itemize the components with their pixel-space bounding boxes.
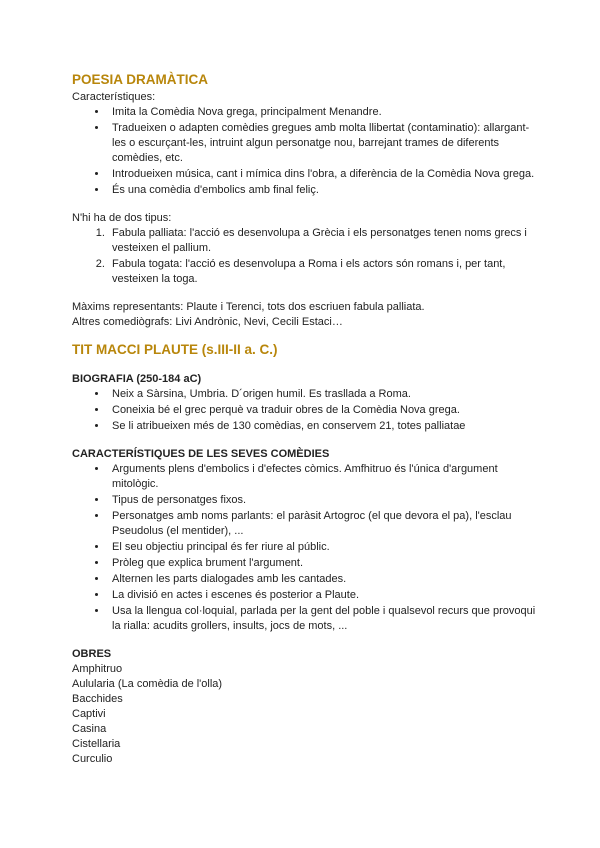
other-authors: Altres comediògrafs: Livi Andrònic, Nevi, Cecili Estaci… (72, 316, 343, 328)
list-item: • Se li atribueixen més de 130 comèdias, en conservem 21, totes palliatae (108, 419, 542, 434)
works-heading: OBRES (72, 648, 112, 660)
list-item: • Tipus de personatges fixos. (108, 493, 542, 508)
types-list (72, 226, 542, 287)
characteristics-list (72, 105, 542, 198)
works-list (72, 662, 542, 767)
characteristics-label: Característiques: (72, 91, 156, 103)
types-intro: N'hi ha de dos tipus: (72, 212, 172, 224)
document-page (72, 72, 542, 767)
list-item: • Personatges amb noms parlants: el paràsit Artogroc (el que devora el pa), l'esclau Pseudolus (el mentider), ... (108, 509, 542, 539)
biography-heading: BIOGRAFIA (250-184 aC) (72, 373, 202, 385)
list-item: • Coneixia bé el grec perquè va traduir obres de la Comèdia Nova grega. (108, 403, 542, 418)
list-item: • Tradueixen o adapten comèdies gregues amb molta llibertat (contaminatio): allargant-les o escurçant-les, intruint algun personatge nou, barrejant trames de diferents comèdies, etc. (108, 121, 542, 166)
list-item: • Arguments plens d'embolics i d'efectes còmics. Amfhitruo és l'única d'argument mitològic. (108, 462, 542, 492)
section-title-poesia-dramatica: POESIA DRAMÀTICA (72, 72, 209, 87)
list-item: • La divisió en actes i escenes és posterior a Plaute. (108, 588, 542, 603)
list-item: • Neix a Sàrsina, Umbria. D´origen humil. Es trasllada a Roma. (108, 387, 542, 402)
list-item: • És una comèdia d'embolics amb final feliç. (108, 183, 542, 198)
list-item: • Introdueixen música, cant i mímica dins l'obra, a diferència de la Comèdia Nova grega. (108, 167, 542, 182)
list-item: 1. Fabula palliata: l'acció es desenvolupa a Grècia i els personatges tenen noms grecs i vesteixen el pallium. (108, 226, 542, 256)
work-item: Bacchides (72, 693, 123, 705)
comedy-characteristics-list (72, 462, 542, 634)
max-representatives: Màxims representants: Plaute i Terenci, tots dos escriuen fabula palliata. (72, 301, 425, 313)
work-item: Captivi (72, 708, 106, 720)
characteristics-heading: CARACTERÍSTIQUES DE LES SEVES COMÈDIES (72, 448, 330, 460)
work-item: Amphitruo (72, 663, 123, 675)
work-item: Curculio (72, 753, 113, 765)
list-item: • El seu objectiu principal és fer riure al públic. (108, 540, 542, 555)
work-item: Cistellaria (72, 738, 121, 750)
biography-list (72, 387, 542, 434)
list-item: 2. Fabula togata: l'acció es desenvolupa a Roma i els actors són romans i, per tant, vesteixen la toga. (108, 257, 542, 287)
section-title-plaute: TIT MACCI PLAUTE (s.III-II a. C.) (72, 342, 278, 357)
list-item: • Imita la Comèdia Nova grega, principalment Menandre. (108, 105, 542, 120)
list-item: • Pròleg que explica brument l'argument. (108, 556, 542, 571)
list-item: • Usa la llengua col·loquial, parlada per la gent del poble i qualsevol recurs que provoqui la rialla: acudits grollers, insults, jocs de mots, ... (108, 604, 542, 634)
list-item: • Alternen les parts dialogades amb les cantades. (108, 572, 542, 587)
work-item: Casina (72, 723, 107, 735)
work-item: Aulularia (La comèdia de l'olla) (72, 678, 223, 690)
